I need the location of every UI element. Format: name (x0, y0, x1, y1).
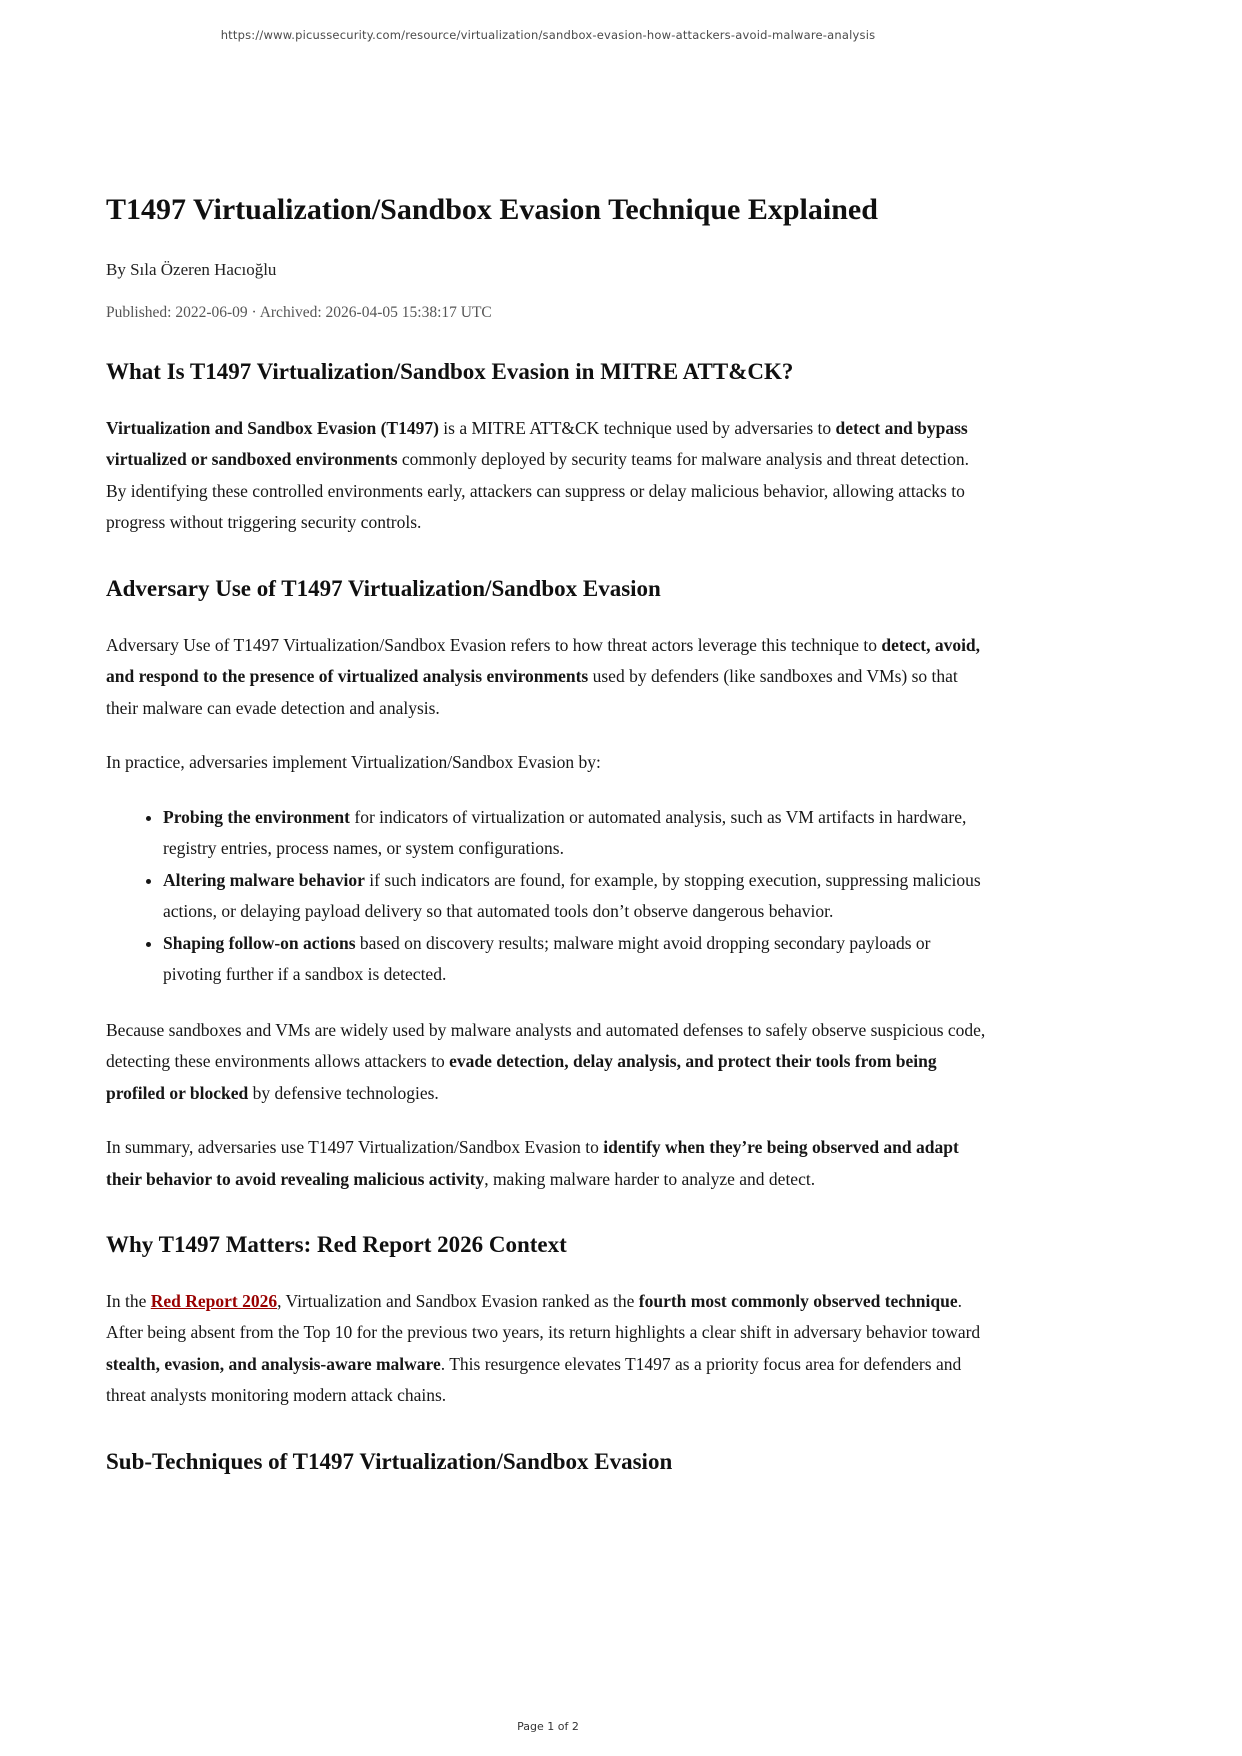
bold-text-run: fourth most commonly observed technique (638, 1290, 958, 1311)
paragraph-summary (106, 1132, 990, 1195)
text-run: . This resurgence elevates T1497 as a priority focus area for defenders and threat analysts monitoring modern attack chains. (106, 1353, 962, 1406)
implementation-list (106, 802, 990, 991)
text-run: for indicators of virtualization or automated analysis, such as VM artifacts in hardware, registry entries, process names, or system configurations. (163, 806, 967, 858)
text-run: if such indicators are found, for example, by stopping execution, suppressing malicious actions, or delaying payload delivery so that automated tools don’t observe dangerous behavior. (163, 869, 981, 921)
text-run: by defensive technologies. (248, 1082, 439, 1103)
article-byline: By Sıla Özeren Hacıoğlu (106, 260, 277, 279)
text-run: In the (106, 1290, 151, 1311)
text-run: . After being absent from the Top 10 for the previous two years, its return highlights a clear shift in adversary behavior toward (106, 1290, 981, 1343)
bold-text-run: Virtualization and Sandbox Evasion (T1497) (106, 417, 439, 438)
paragraph-intro (106, 413, 990, 539)
heading-sub-techniques: Sub-Techniques of T1497 Virtualization/Sandbox Evasion (106, 1448, 673, 1474)
text-run: , making malware harder to analyze and detect. (484, 1168, 816, 1189)
list-item-altering (163, 865, 990, 928)
article (106, 192, 990, 1503)
text-run: is a MITRE ATT&CK technique used by adversaries to (438, 417, 836, 438)
bold-text-run: identify when they’re being observed and adapt their behavior to avoid revealing malicious activity (106, 1137, 959, 1189)
list-item-probing (163, 802, 990, 865)
text-run: Because sandboxes and VMs are widely used by malware analysts and automated defenses to safely observe suspicious code, detecting these environments allows attackers to (106, 1019, 986, 1071)
text-run: commonly deployed by security teams for malware analysis and threat detection. By identifying these controlled environments early, attackers can suppress or delay malicious behavior, allowing attacks to progress without triggering security controls. (106, 449, 970, 533)
paragraph-in-practice (106, 747, 990, 779)
text-run: used by defenders (like sandboxes and VMs) so that their malware can evade detection and analysis. (106, 666, 958, 718)
text-run: In practice, adversaries implement Virtualization/Sandbox Evasion by: (106, 752, 601, 772)
heading-why-matters: Why T1497 Matters: Red Report 2026 Context (106, 1232, 567, 1257)
bold-text-run: evade detection, delay analysis, and protect their tools from being profiled or blocked (106, 1051, 937, 1103)
paragraph-because (106, 1015, 990, 1110)
red-report-2026-link[interactable]: Red Report 2026 (150, 1290, 278, 1311)
text-run: In summary, adversaries use T1497 Virtualization/Sandbox Evasion to (106, 1137, 604, 1157)
list-item-shaping (163, 928, 990, 991)
bold-text-run: Shaping follow-on actions (163, 932, 356, 953)
bold-text-run: Altering malware behavior (163, 869, 365, 890)
page-number-footer: Page 1 of 2 (517, 1720, 579, 1733)
text-run: , Virtualization and Sandbox Evasion ranked as the (277, 1290, 639, 1311)
paragraph-adversary-definition (106, 630, 990, 725)
bold-text-run: stealth, evasion, and analysis-aware malware (106, 1353, 441, 1374)
bold-text-run: detect and bypass virtualized or sandboxed environments (106, 417, 968, 470)
bold-text-run: detect, avoid, and respond to the presence of virtualized analysis environments (106, 634, 981, 686)
article-published-meta: Published: 2022-06-09 · Archived: 2026-04-05 15:38:17 UTC (106, 304, 492, 321)
page-url: https://www.picussecurity.com/resource/virtualization/sandbox-evasion-how-attackers-avoid-malware-analysis (220, 28, 876, 42)
text-run: based on discovery results; malware might avoid dropping secondary payloads or pivoting further if a sandbox is detected. (163, 932, 931, 984)
article-title: T1497 Virtualization/Sandbox Evasion Technique Explained (106, 193, 878, 226)
heading-what-is: What Is T1497 Virtualization/Sandbox Evasion in MITRE ATT&CK? (106, 359, 794, 384)
paragraph-red-report (106, 1286, 990, 1412)
heading-adversary-use: Adversary Use of T1497 Virtualization/Sandbox Evasion (106, 575, 661, 601)
text-run: Adversary Use of T1497 Virtualization/Sandbox Evasion refers to how threat actors leverage this technique to (106, 634, 882, 655)
bold-text-run: Probing the environment (163, 806, 350, 827)
